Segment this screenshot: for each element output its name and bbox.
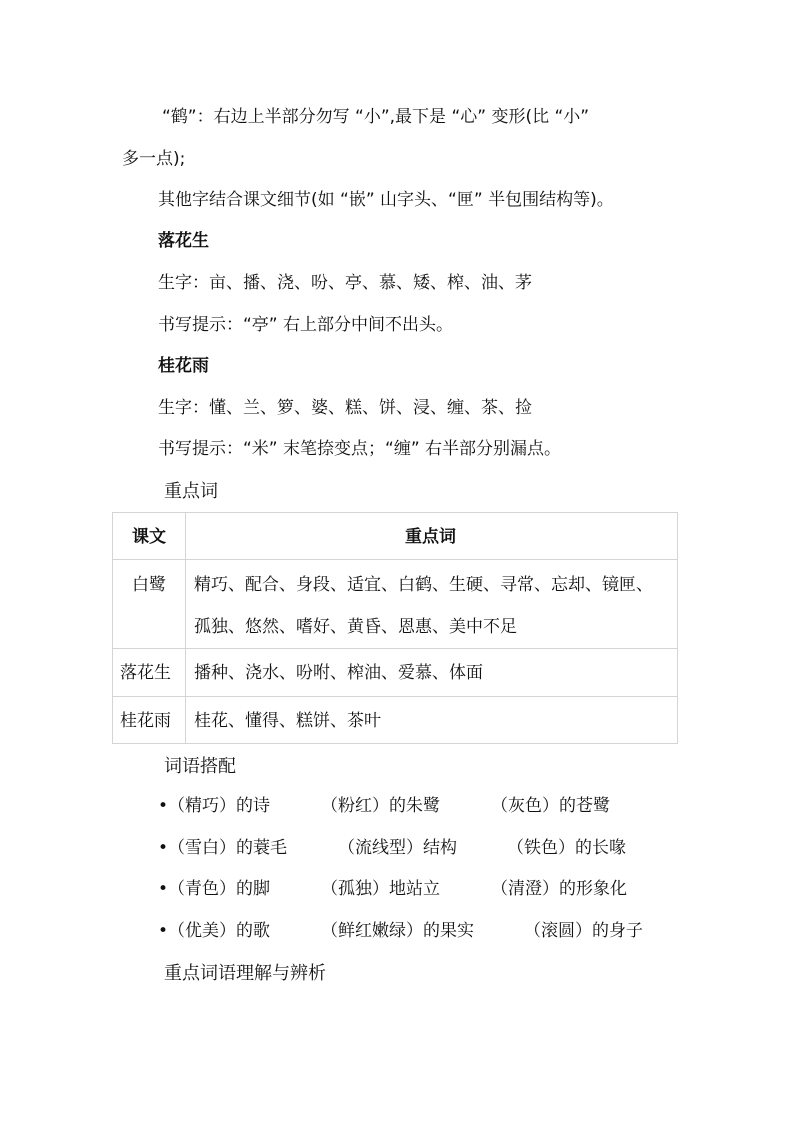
table-cell-words: 精巧、配合、身段、适宜、白鹤、生硬、寻常、忘却、镜匣、 <box>194 575 653 595</box>
collocation-item: （灰色）的苍鹭 <box>491 796 610 816</box>
baihe-note-line1: “鹤”：右边上半部分勿写 “小”,最下是 “心” 变形(比 “小” <box>162 107 590 127</box>
collocation-item: •（精巧）的诗 <box>158 796 271 816</box>
collocation-item: •（优美）的歌 <box>158 921 271 941</box>
table-row-divider <box>113 696 677 697</box>
collocation-item: （滚圆）的身子 <box>524 921 643 941</box>
table-cell-lesson: 桂花雨 <box>120 711 171 731</box>
table-row-divider <box>113 648 677 649</box>
collocation-item: （铁色）的长喙 <box>507 838 626 858</box>
analysis-title: 重点词语理解与辨析 <box>164 963 326 984</box>
collocation-item: （粉红）的朱鹭 <box>321 796 440 816</box>
collocation-item: （清澄）的形象化 <box>491 879 627 899</box>
other-note: 其他字结合课文细节(如 “嵌” 山字头、“匣” 半包围结构等)。 <box>158 190 614 210</box>
collocation-item: （流线型）结构 <box>338 838 457 858</box>
collocation-item: （孤独）地站立 <box>321 879 440 899</box>
table-cell-words: 孤独、悠然、嗜好、黄昏、恩惠、美中不足 <box>194 617 517 637</box>
collocation-title: 词语搭配 <box>164 756 236 777</box>
table-header-lesson: 课文 <box>132 527 166 547</box>
guihuayu-title: 桂花雨 <box>158 356 209 376</box>
guihuayu-tip: 书写提示：“米” 末笔捺变点；“缠” 右半部分别漏点。 <box>158 439 562 459</box>
table-cell-words: 播种、浇水、吩咐、榨油、爱慕、体面 <box>194 663 483 683</box>
table-column-divider <box>185 513 186 743</box>
collocation-item: •（雪白）的蓑毛 <box>158 838 288 858</box>
key-words-table <box>112 512 678 744</box>
guihuayu-chars: 生字：懂、兰、箩、婆、糕、饼、浸、缠、茶、捡 <box>158 398 532 418</box>
collocation-item: •（青色）的脚 <box>158 879 271 899</box>
table-cell-lesson: 落花生 <box>120 663 171 683</box>
table-header-words: 重点词 <box>405 527 456 547</box>
luohuasheng-title: 落花生 <box>158 231 209 251</box>
baihe-note-line2: 多一点); <box>122 149 186 169</box>
table-cell-lesson: 白鹭 <box>132 575 166 595</box>
key-words-title: 重点词 <box>164 481 218 502</box>
luohuasheng-tip: 书写提示：“亭” 右上部分中间不出头。 <box>158 315 454 335</box>
collocation-item: （鲜红嫩绿）的果实 <box>321 921 474 941</box>
luohuasheng-chars: 生字：亩、播、浇、吩、亭、慕、矮、榨、油、茅 <box>158 273 532 293</box>
table-row-divider <box>113 559 677 560</box>
table-cell-words: 桂花、懂得、糕饼、茶叶 <box>194 711 381 731</box>
